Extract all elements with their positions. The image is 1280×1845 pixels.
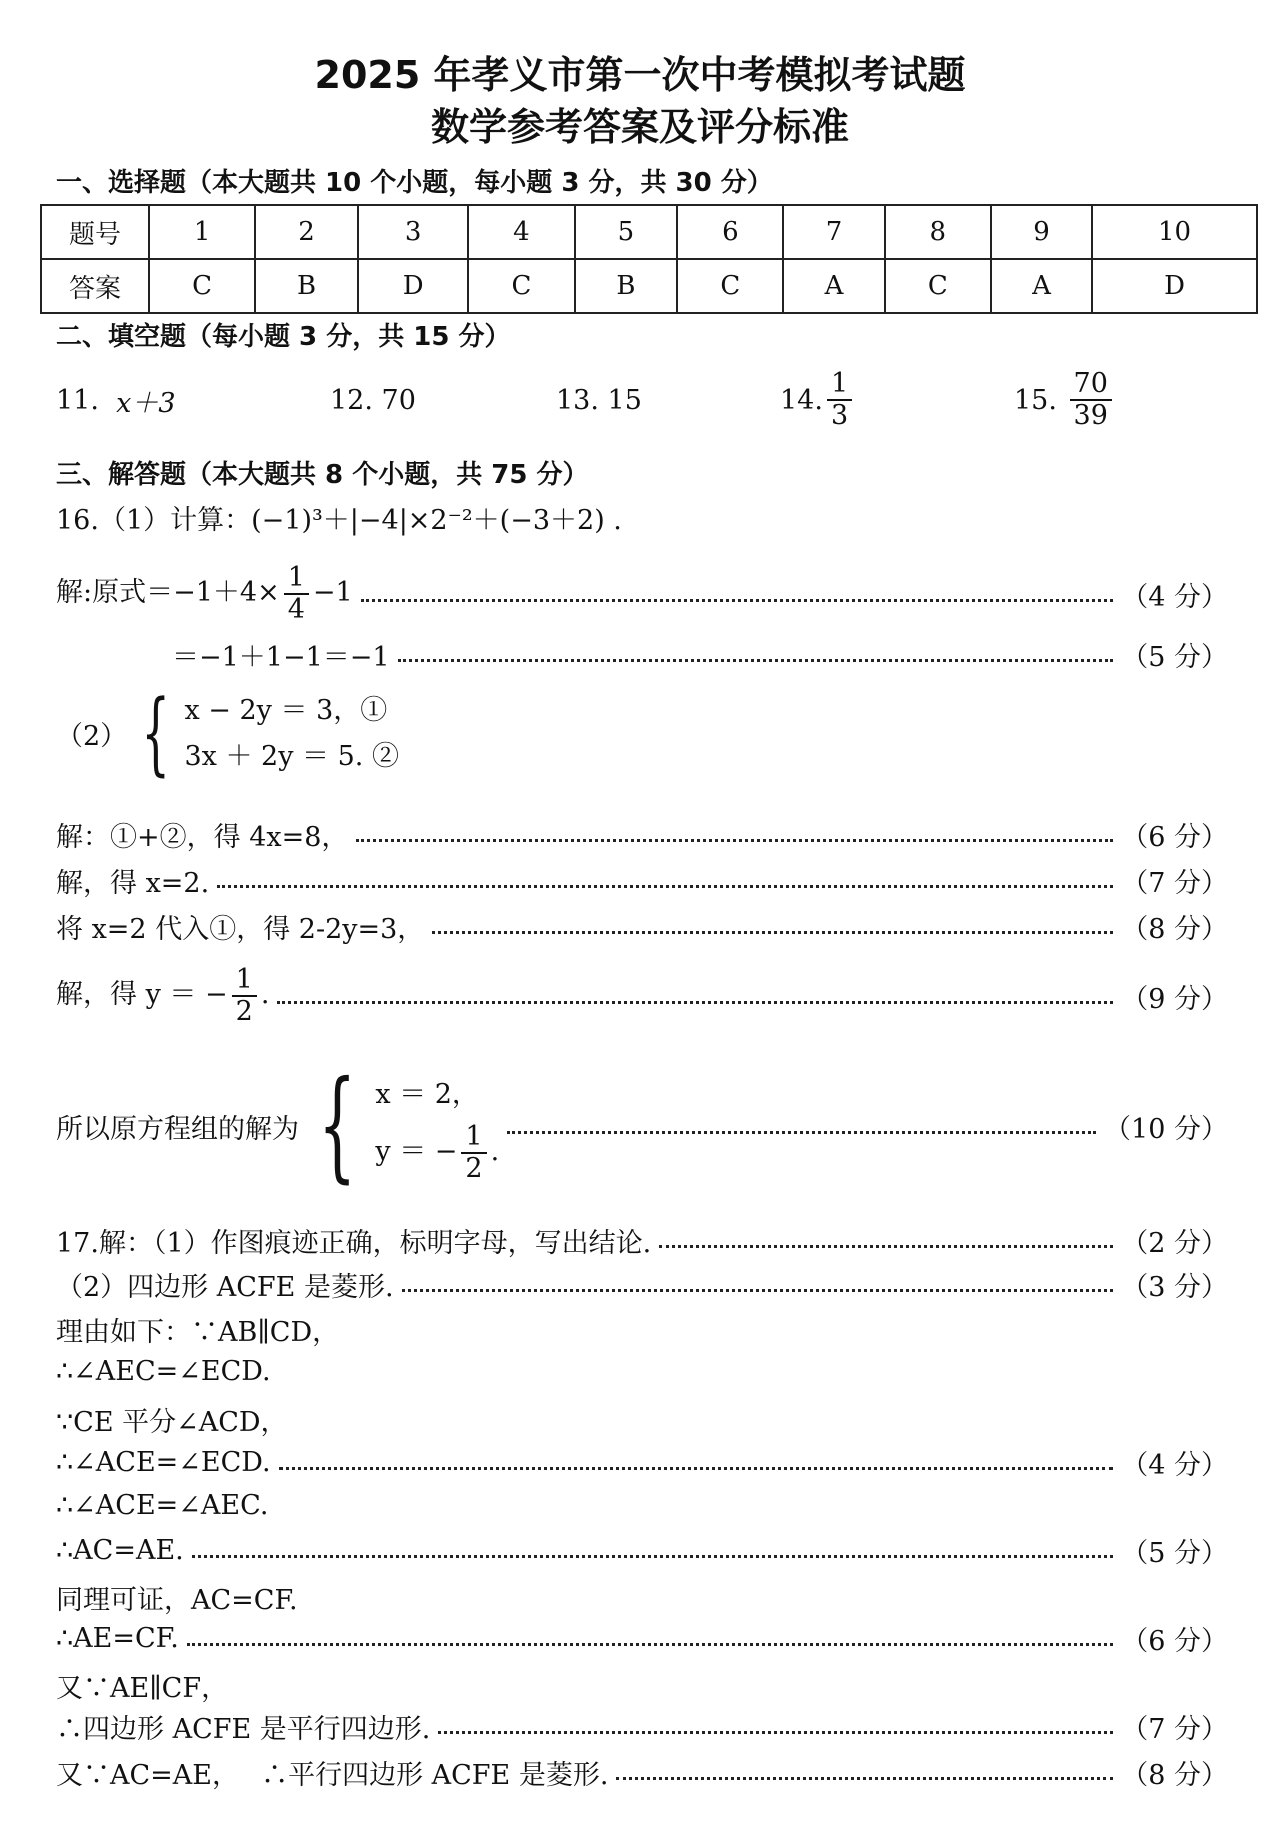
fill-answer-14 [780,360,856,440]
q16-step3 [56,812,1228,856]
score-points: （4 分） [1121,1449,1228,1481]
leader-dots [398,659,1114,662]
brace-symbol: { [141,680,171,786]
table-cell: A [783,259,884,313]
step-text: ∴∠ACE=∠ECD. [56,1446,271,1478]
fraction: $\frac{1}{2}$ [232,965,257,1026]
q17-line-3: 理由如下：∵AB∥CD， [56,1317,340,1348]
fill-answer-12: 12. 70 [330,384,416,416]
q16-step2 [172,632,1228,676]
leader-dots [616,1777,1113,1780]
answer-table [40,204,1258,314]
score-points: （8 分） [1121,1759,1228,1791]
score-points: （5 分） [1121,641,1228,673]
fraction [827,369,852,430]
solution-y: y ＝ − $\frac{1}{2}$ . [375,1121,500,1184]
table-cell: C [885,259,991,313]
leader-dots [361,599,1114,602]
step-text [56,1056,500,1195]
q17-line-5: ∵CE 平分∠ACD， [56,1407,288,1438]
table-cell: 9 [991,205,1092,259]
leader-dots [402,1289,1114,1292]
q17-line-8 [56,1528,1228,1572]
table-row-numbers [41,205,1257,259]
fill-answer-11 [56,360,176,440]
q17-line-2 [56,1262,1228,1306]
q16-step5 [56,904,1228,948]
table-cell: 8 [885,205,991,259]
section-solve-heading: 三、解答题（本大题共 8 个小题，共 75 分） [56,460,589,490]
table-cell: C [677,259,783,313]
table-cell: 5 [575,205,678,259]
table-cell: D [358,259,468,313]
q17-line-12 [56,1704,1228,1748]
score-points: （4 分） [1121,581,1228,613]
step-text: （2）四边形 ACFE 是菱形. [56,1271,394,1303]
section-choice-heading: 一、选择题（本大题共 10 个小题，每小题 3 分，共 30 分） [56,168,773,198]
q17-line-10 [56,1616,1228,1660]
score-points: （7 分） [1121,867,1228,899]
fill-answer-15 [1014,360,1116,440]
table-header-answer: 答案 [41,259,149,313]
q17-line-13 [56,1750,1228,1794]
q16-part2-system [56,680,399,786]
table-cell: 1 [149,205,255,259]
numerator: 70 [1070,369,1112,401]
step-text: 将 x=2 代入①，得 2-2y=3， [56,913,425,945]
equation-2: 3x ＋ 2y ＝ 5. ② [184,740,399,772]
fraction: $\frac{1}{4}$ [284,563,309,624]
leader-dots [507,1131,1096,1134]
q17-line-6 [56,1440,1228,1484]
table-cell: B [575,259,678,313]
step-text: ∴AE=CF. [56,1622,179,1654]
step-text: 解：①+②，得 4x=8， [56,821,349,853]
table-cell: C [149,259,255,313]
table-cell: B [255,259,358,313]
leader-dots [356,839,1113,842]
section-fill-heading: 二、填空题（每小题 3 分，共 15 分） [56,322,511,352]
q17-line-4: ∴∠AEC=∠ECD. [56,1356,271,1387]
leader-dots [277,1001,1113,1004]
table-cell: C [468,259,574,313]
leader-dots [432,931,1113,934]
step-text: 又∵AC=AE， ∴平行四边形 ACFE 是菱形. [56,1759,609,1791]
q17-line-11: 又∵AE∥CF， [56,1673,229,1704]
leader-dots [217,885,1113,888]
score-points: （6 分） [1121,821,1228,853]
fill-label: 14. [780,384,823,416]
q16-step1 [56,558,1228,630]
step-text: 17.解：（1）作图痕迹正确，标明字母，写出结论. [56,1227,652,1259]
leader-dots [438,1731,1113,1734]
q17-line-7: ∴∠ACE=∠AEC. [56,1490,269,1521]
score-points: （5 分） [1121,1537,1228,1569]
q16-step4 [56,858,1228,902]
score-points: （3 分） [1121,1271,1228,1303]
score-points: （6 分） [1121,1625,1228,1657]
step-text: ∴四边形 ACFE 是平行四边形. [56,1713,431,1745]
table-cell: 3 [358,205,468,259]
fill-label: 15. [1014,384,1057,416]
conclusion-label: 所以原方程组的解为 [56,1113,299,1145]
fraction [1070,369,1112,430]
fill-label: 11. [56,384,99,416]
brace-symbol: { [318,1056,357,1195]
table-header-number: 题号 [41,205,149,259]
table-cell: A [991,259,1092,313]
step-text: ＝−1＋1−1＝−1 [172,641,390,673]
leader-dots [192,1555,1113,1558]
table-cell: 2 [255,205,358,259]
table-cell: 10 [1092,205,1257,259]
solution-system [375,1068,499,1183]
page-subtitle: 数学参考答案及评分标准 [430,105,849,149]
step-text: 解:原式＝−1＋4× $\frac{1}{4}$ −1 [56,562,353,625]
table-cell: D [1092,259,1257,313]
equation-system [184,688,399,780]
part-label: （2） [56,721,128,753]
fill-value: x＋3 [116,387,176,419]
equation-1: x − 2y ＝ 3，① [184,695,388,726]
leader-dots [659,1245,1113,1248]
step-text: 解，得 y ＝ − $\frac{1}{2}$ . [56,964,270,1027]
score-points: （10 分） [1104,1113,1228,1145]
q16-part1-problem: 16.（1）计算：(−1)³＋|−4|×2⁻²＋(−3＋2) . [56,505,622,536]
q17-line-1 [56,1218,1228,1262]
q16-step6 [56,956,1228,1036]
step-text: 解，得 x=2. [56,867,210,899]
score-points: （8 分） [1121,913,1228,945]
leader-dots [187,1643,1113,1646]
fill-answer-13: 13. 15 [556,384,642,416]
table-cell: 4 [468,205,574,259]
fraction: $\frac{1}{2}$ [461,1122,486,1183]
step-text: ∴AC=AE. [56,1534,184,1566]
leader-dots [279,1467,1114,1470]
score-points: （9 分） [1121,983,1228,1015]
score-points: （7 分） [1121,1713,1228,1745]
denominator: 3 [830,400,849,431]
numerator: 1 [827,369,852,401]
table-row-answers [41,259,1257,313]
table-cell: 6 [677,205,783,259]
page-title: 2025 年孝义市第一次中考模拟考试题 [314,53,966,97]
q16-step7 [56,1056,1228,1196]
q17-line-9: 同理可证，AC=CF. [56,1585,298,1616]
solution-x: x ＝ 2， [375,1079,479,1111]
table-cell: 7 [783,205,884,259]
denominator: 39 [1073,400,1108,431]
score-points: （2 分） [1121,1227,1228,1259]
